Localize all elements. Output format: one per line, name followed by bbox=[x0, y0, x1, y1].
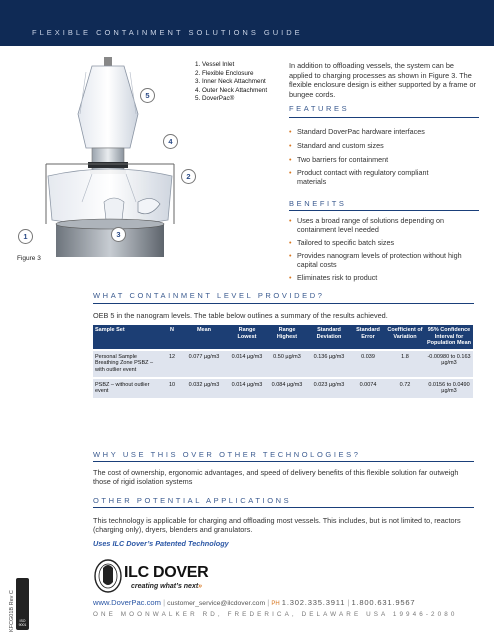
features-divider bbox=[289, 117, 479, 118]
patented-technology-link[interactable]: Uses ILC Dover’s Patented Technology bbox=[93, 539, 229, 548]
benefits-heading: BENEFITS bbox=[289, 199, 347, 208]
callout-3: 3 bbox=[111, 227, 126, 242]
col-header: 95% Confidence Interval for Population Mean bbox=[425, 325, 473, 349]
applications-heading: OTHER POTENTIAL APPLICATIONS bbox=[93, 496, 292, 505]
col-header: Range Highest bbox=[267, 325, 307, 349]
brand-name: ILC DOVER bbox=[124, 564, 209, 581]
table-row bbox=[93, 351, 473, 377]
why-heading: WHY USE THIS OVER OTHER TECHNOLOGIES? bbox=[93, 450, 361, 459]
col-header: Range Lowest bbox=[227, 325, 267, 349]
callout-4: 4 bbox=[163, 134, 178, 149]
table-cell: 0.077 µg/m3 bbox=[181, 351, 227, 377]
containment-divider bbox=[93, 303, 474, 304]
legend-item: 4. Outer Neck Attachment bbox=[195, 86, 268, 94]
why-text: The cost of ownership, ergonomic advantages, and speed of delivery benefits of this flexible solution far outweigh those of rigid isolation systems bbox=[93, 468, 459, 487]
table-cell: 0.014 µg/m3 bbox=[227, 379, 267, 398]
figure-legend bbox=[195, 61, 267, 104]
containment-heading: WHAT CONTAINMENT LEVEL PROVIDED? bbox=[93, 291, 325, 300]
col-header: Standard Error bbox=[351, 325, 385, 349]
feature-item: • Two barriers for containment bbox=[289, 155, 487, 164]
figure-caption: Figure 3 bbox=[17, 255, 41, 262]
feature-item: • Product contact with regulatory compliant materials bbox=[289, 168, 447, 186]
col-header: N bbox=[163, 325, 181, 349]
benefit-item: • Tailored to specific batch sizes bbox=[289, 238, 487, 247]
footer-address: ONE MOONWALKER RD, FREDERICA, DELAWARE USA 19946-2080 bbox=[93, 611, 458, 618]
col-header: Coefficient of Variation bbox=[385, 325, 425, 349]
containment-text: OEB 5 in the nanogram levels. The table below outlines a summary of the results achieved. bbox=[93, 311, 388, 320]
benefit-item: • Eliminates risk to product bbox=[289, 273, 487, 282]
table-row bbox=[93, 379, 473, 398]
benefit-item: • Provides nanogram levels of protection without high capital costs bbox=[289, 251, 477, 269]
phone-label: PH bbox=[271, 601, 280, 607]
doc-code-container bbox=[6, 575, 16, 635]
table-cell: 0.039 bbox=[351, 351, 385, 377]
table-cell: 0.0074 bbox=[351, 379, 385, 398]
table-cell: 1.8 bbox=[385, 351, 425, 377]
phone-number: 1.302.335.3911 bbox=[281, 598, 346, 607]
table-cell: 0.72 bbox=[385, 379, 425, 398]
col-header: Mean bbox=[181, 325, 227, 349]
table-header-row bbox=[93, 325, 473, 349]
intro-paragraph: In addition to offloading vessels, the system can be applied to charging processes as shown in Figure 3. The flexible enclosure design is either supported by a frame or bungee cords. bbox=[289, 61, 476, 99]
benefit-item: • Uses a broad range of solutions depending on containment level needed bbox=[289, 216, 482, 234]
containment-figure bbox=[26, 52, 196, 257]
email-link[interactable]: customer_service@ilcdover.com bbox=[167, 600, 266, 607]
table-cell: 0.50 µg/m3 bbox=[267, 351, 307, 377]
legend-item: 3. Inner Neck Attachment bbox=[195, 78, 266, 86]
applications-divider bbox=[93, 507, 474, 508]
callout-1: 1 bbox=[18, 229, 33, 244]
table-cell: 0.023 µg/m3 bbox=[307, 379, 351, 398]
callout-5: 5 bbox=[140, 88, 155, 103]
applications-text: This technology is applicable for charging and offloading most vessels. This includes, but is not limited to, reactors (charging only), dryers, blenders and granulators. bbox=[93, 516, 461, 535]
features-heading: FEATURES bbox=[289, 104, 350, 113]
why-divider bbox=[93, 461, 474, 462]
table-cell: 0.084 µg/m3 bbox=[267, 379, 307, 398]
legend-item: 2. Flexible Enclosure bbox=[195, 69, 254, 77]
iso-badge: ISO 9001 bbox=[16, 578, 29, 630]
tollfree-number: 1.800.631.9567 bbox=[351, 598, 416, 607]
table-cell: 10 bbox=[163, 379, 181, 398]
legend-item: 5. DoverPac® bbox=[195, 95, 235, 103]
feature-item: • Standard and custom sizes bbox=[289, 141, 487, 150]
header-band bbox=[0, 0, 494, 46]
col-header: Sample Set bbox=[93, 325, 163, 349]
page-title: FLEXIBLE CONTAINMENT SOLUTIONS GUIDE bbox=[32, 28, 303, 37]
ilc-dover-logo-icon bbox=[93, 558, 123, 594]
col-header: Standard Deviation bbox=[307, 325, 351, 349]
benefits-divider bbox=[289, 210, 479, 211]
website-link[interactable]: www.DoverPac.com bbox=[93, 598, 161, 607]
doc-code: KFCG01B Rev C bbox=[9, 590, 15, 632]
table-cell: Personal Sample Breathing Zone PSBZ – with outlier event bbox=[93, 351, 163, 377]
table-cell: PSBZ – without outlier event bbox=[93, 379, 163, 398]
table-cell: 0.014 µg/m3 bbox=[227, 351, 267, 377]
footer-contact-line: www.DoverPac.com | customer_service@ilcdover.com | PH 1.302.335.3911 | 1.800.631.9567 bbox=[93, 598, 416, 607]
table-cell: -0.00980 to 0.163 µg/m3 bbox=[425, 351, 473, 377]
table-cell: 0.0156 to 0.0490 µg/m3 bbox=[425, 379, 473, 398]
results-table bbox=[93, 325, 473, 398]
callout-2: 2 bbox=[181, 169, 196, 184]
feature-item: • Standard DoverPac hardware interfaces bbox=[289, 127, 487, 136]
table-cell: 0.136 µg/m3 bbox=[307, 351, 351, 377]
table-cell: 12 bbox=[163, 351, 181, 377]
table-cell: 0.032 µg/m3 bbox=[181, 379, 227, 398]
legend-item: 1. Vessel Inlet bbox=[195, 61, 235, 68]
brand-tagline: creating what’s next» bbox=[131, 583, 203, 590]
